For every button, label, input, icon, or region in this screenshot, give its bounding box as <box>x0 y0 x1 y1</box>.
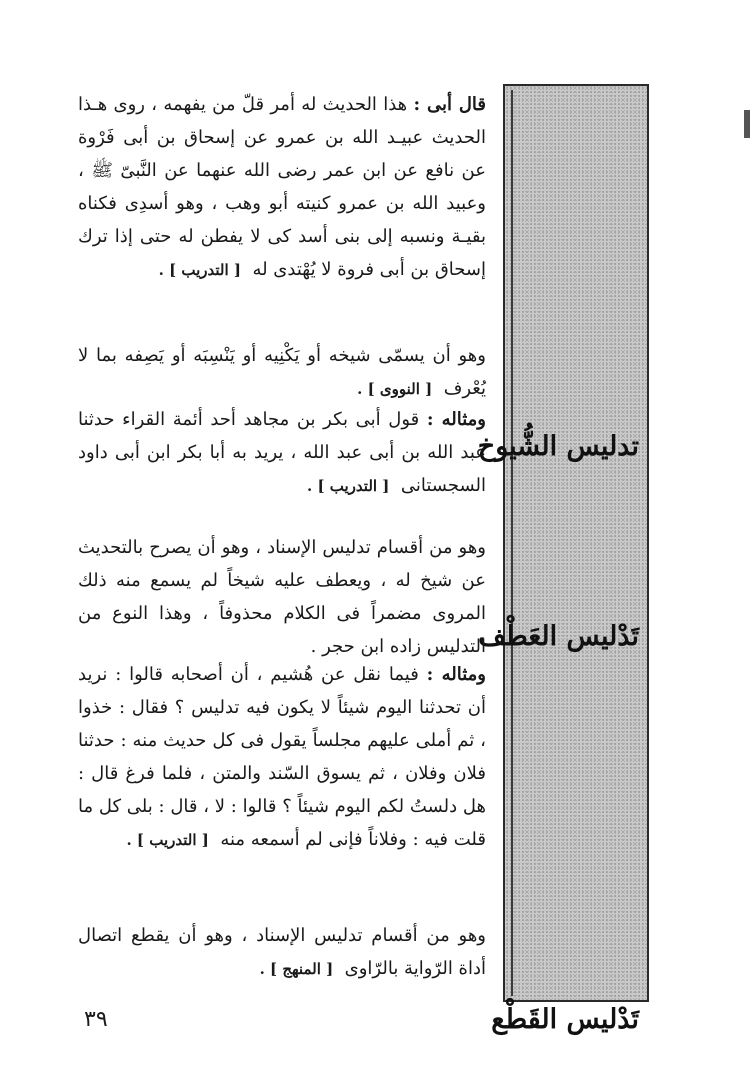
paragraph-2-ref: [ النووى ] . <box>357 380 433 398</box>
paragraph-5-lead: ومثاله : <box>426 664 486 685</box>
paragraph-6-ref: [ المنهج ] . <box>259 960 334 978</box>
paragraph-3 <box>78 403 486 503</box>
paragraph-3-lead: ومثاله : <box>426 409 487 430</box>
paragraph-4 <box>78 531 486 663</box>
sidebar-panel <box>477 84 649 1035</box>
sidebar-title-tadlis-shuyukh: تدليس الشُّيوخ <box>477 431 639 462</box>
paragraph-2-text: وهو أن يسمّى شيخه أو يَكْنِيه أو يَنْسِبَه أو يَصِفه بما لا يُعْرف <box>78 345 486 399</box>
sidebar-title-tadlis-qat: تَدْليس القَطْع <box>491 1004 639 1035</box>
paragraph-1 <box>78 88 486 287</box>
paragraph-1-text: هذا الحديث له أمر قلّ من يفهمه ، روى هـذا الحديث عبيـد الله بن عمرو عن إسحاق بن أبى فَرْوة عن نافع عن ابن عمر رضى الله عنهما عن النَّبىّ ﷺ ، وعبيد الله بن عمرو كنيته أبو وهب ، وهو أسدِى فكناه بقيـة ونسبه إلى بنى أسد كى لا يفطن له حتى إذا ترك إسحاق بن أبى فروة لا يُهْتدى له <box>78 94 486 280</box>
paragraph-3-ref: [ التدريب ] . <box>307 477 390 495</box>
paragraph-5-text: فيما نقل عن هُشيم ، أن أصحابه قالوا : نريد أن تحدثنا اليوم شيئاً لا يكون فيه تدليس ؟ فقال : خذوا ، ثم أملى عليهم مجلساً يقول فى كل حديث منه : حدثنا فلان وفلان ، ثم يسوق السّند والمتن ، فلما فرغ قال : هل دلستُ لكم اليوم شيئاً ؟ قالوا : لا ، قال : بلى كل ما قلت فيه : وفلاناً فإنى لم أسمعه منه <box>78 664 486 850</box>
paragraph-1-lead: قال أبى : <box>413 94 487 115</box>
sidebar-title-tadlis-atf: تَدْليس العَطْف <box>478 621 639 652</box>
page-number: ٣٩ <box>84 1007 108 1032</box>
paragraph-6-text: وهو من أقسام تدليس الإسناد ، وهو أن يقطع اتصال أداة الرّواية بالرّاوى <box>78 925 486 979</box>
paragraph-5 <box>78 658 486 857</box>
paragraph-2 <box>78 339 486 406</box>
paragraph-4-text: وهو من أقسام تدليس الإسناد ، وهو أن يصرح بالتحديث عن شيخ له ، ويعطف عليه شيخاً لم يسمع منه ذلك المروى مضمراً فى الكلام محذوفاً ، وهذا النوع من التدليس زاده ابن حجر . <box>78 537 486 657</box>
paragraph-1-ref: [ التدريب ] . <box>158 261 241 279</box>
paragraph-3-text: قول أبى بكر بن مجاهد أحد أئمة القراء حدثنا عبد الله بن أبى عبد الله ، يريد به أبا بكر ابن أبى داود السجستانى <box>78 409 486 496</box>
paragraph-5-ref: [ التدريب ] . <box>126 831 209 849</box>
sidebar-divider <box>511 90 513 996</box>
scan-edge-mark <box>744 110 750 138</box>
paragraph-6 <box>78 919 486 986</box>
